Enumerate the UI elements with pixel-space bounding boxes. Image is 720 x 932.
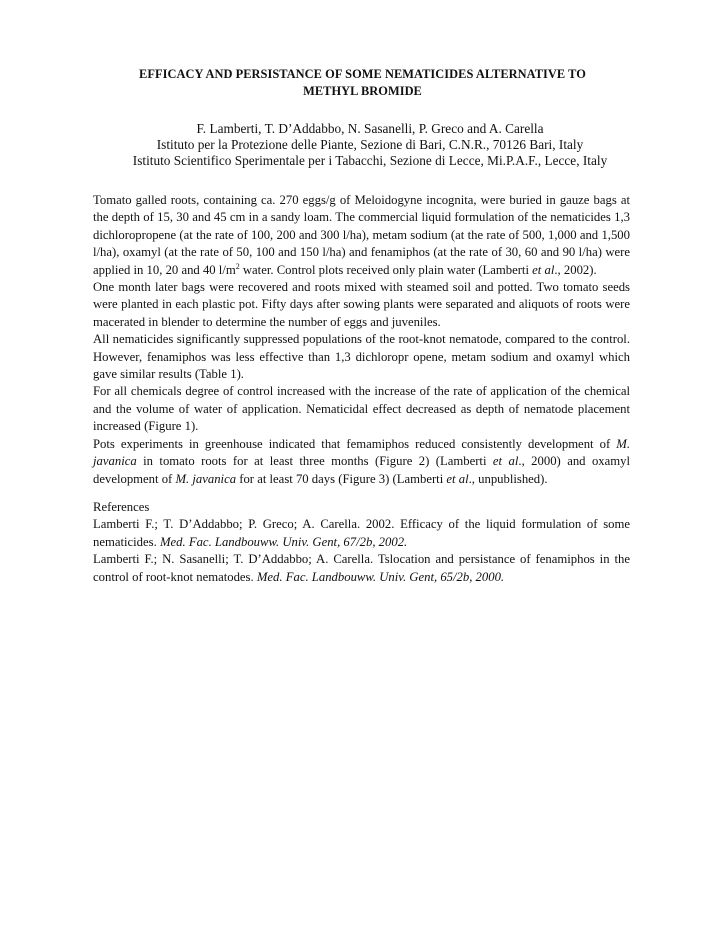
paragraph-3: All nematicides significantly suppressed populations of the root-knot nematode, compared to the control. However, fenamiphos was less effective than 1,3 dichloropr opene, metam sodium and oxamyl which gave similar results (Table 1). xyxy=(93,332,630,382)
ref2-journal: Med. Fac. Landbouww. Univ. Gent, 65/2b, 2000. xyxy=(256,569,505,584)
p5-et-al-2: et al xyxy=(446,471,469,486)
p5-et-al-1: et al xyxy=(492,454,519,469)
paragraph-1 xyxy=(93,192,630,279)
p1-et-al: et al xyxy=(532,262,555,277)
author-block xyxy=(60,121,680,169)
p1-text-b: water. Control plots received only plain water (Lamberti xyxy=(239,262,533,277)
abstract-body xyxy=(93,192,630,488)
p5-text-e: ., unpublished). xyxy=(468,471,548,486)
ref2-text: Lamberti F.; N. Sasanelli; T. D’Addabbo; A. Carella. Tslocation and persistance of fenamiphos in the control of root-knot nematodes. xyxy=(93,552,630,584)
paragraph-2: One month later bags were recovered and roots mixed with steamed soil and potted. Two tomato seeds were planted in each plastic pot. Fifty days after sowing plants were separated and aliquots of roots were macerated in blender to determine the number of eggs and juveniles. xyxy=(93,280,630,329)
title-line-2: METHYL BROMIDE xyxy=(303,84,422,98)
references-heading: References xyxy=(93,500,150,514)
affiliation-1: Istituto per la Protezione delle Piante, Sezione di Bari, C.N.R., 70126 Bari, Italy xyxy=(156,137,584,152)
affiliation-2: Istituto Scientifico Sperimentale per i Tabacchi, Sezione di Lecce, Mi.P.A.F., Lecce, Italy xyxy=(132,153,608,168)
paper-title xyxy=(95,66,630,100)
p5-text-b: in tomato roots for at least three months (Figure 2) (Lamberti xyxy=(136,454,493,469)
p1-text-a: Tomato galled roots, containing ca. 270 eggs/g of Meloidogyne incognita, were buried in gauze bags at the depth of 15, 30 and 45 cm in a sandy loam. The commercial liquid formulation of the nematicides 1,3 dichloropropene (at the rate of 100, 200 and 300 l/ha), metam sodium (at the rate of 500, 1,000 and 1,500 l/ha), oxamyl (at the rate of 50, 100 and 150 l/ha) and fenamiphos (at the rate of 30, 60 and 90 l/ha) were applied in 10, 20 and 40 l/m xyxy=(93,193,630,277)
paragraph-4: For all chemicals degree of control increased with the increase of the rate of application of the chemical and the volume of water of application. Nematicidal effect decreased as depth of nematode placement increased (Figure 1). xyxy=(93,384,630,434)
reference-2 xyxy=(93,551,630,586)
reference-1 xyxy=(93,516,630,551)
ref1-journal: Med. Fac. Landbouww. Univ. Gent, 67/2b, 2002. xyxy=(159,534,408,549)
p5-text-d: for at least 70 days (Figure 3) (Lamberti xyxy=(236,471,447,486)
paragraph-5 xyxy=(93,436,630,488)
p1-text-c: ., 2002). xyxy=(554,262,597,277)
p5-species-2: M. javanica xyxy=(175,471,237,486)
author-names: F. Lamberti, T. D’Addabbo, N. Sasanelli, P. Greco and A. Carella xyxy=(196,121,544,136)
ref1-text: Lamberti F.; T. D’Addabbo; P. Greco; A. Carella. 2002. Efficacy of the liquid formulation of some nematicides. xyxy=(93,517,630,549)
p5-text-a: Pots experiments in greenhouse indicated that femamiphos reduced consistently development of xyxy=(93,436,617,451)
p5-text-c: ., 2000) and oxamyl development of xyxy=(93,454,631,486)
references-section xyxy=(93,499,630,586)
title-line-1: EFFICACY AND PERSISTANCE OF SOME NEMATICIDES ALTERNATIVE TO xyxy=(139,67,586,81)
p1-superscript: 2 xyxy=(235,261,240,271)
p5-species-1: M. javanica xyxy=(93,436,630,469)
